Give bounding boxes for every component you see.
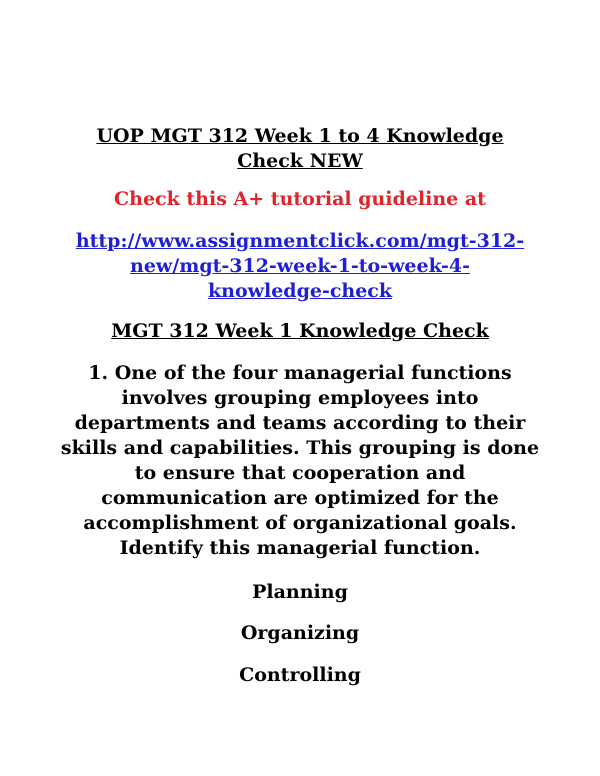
option-controlling: Controlling: [239, 664, 361, 686]
document-title: UOP MGT 312 Week 1 to 4 Knowledge Check NEW: [96, 125, 504, 172]
section-heading: MGT 312 Week 1 Knowledge Check: [111, 320, 489, 342]
option-organizing: Organizing: [240, 622, 360, 644]
question-text: 1. One of the four managerial functions involves grouping employees into departments and teams according to their skills and capabilities. This grouping is done to ensure that cooperation and communication are optimized for the accomplishment of organizational goals. Identify this managerial function.: [60, 362, 540, 559]
option-planning: Planning: [252, 581, 348, 603]
tutorial-link[interactable]: http://www.assignmentclick.com/mgt-312-new/mgt-312-week-1-to-week-4-knowledge-check: [75, 230, 525, 302]
promo-text: Check this A+ tutorial guideline at: [114, 188, 486, 210]
